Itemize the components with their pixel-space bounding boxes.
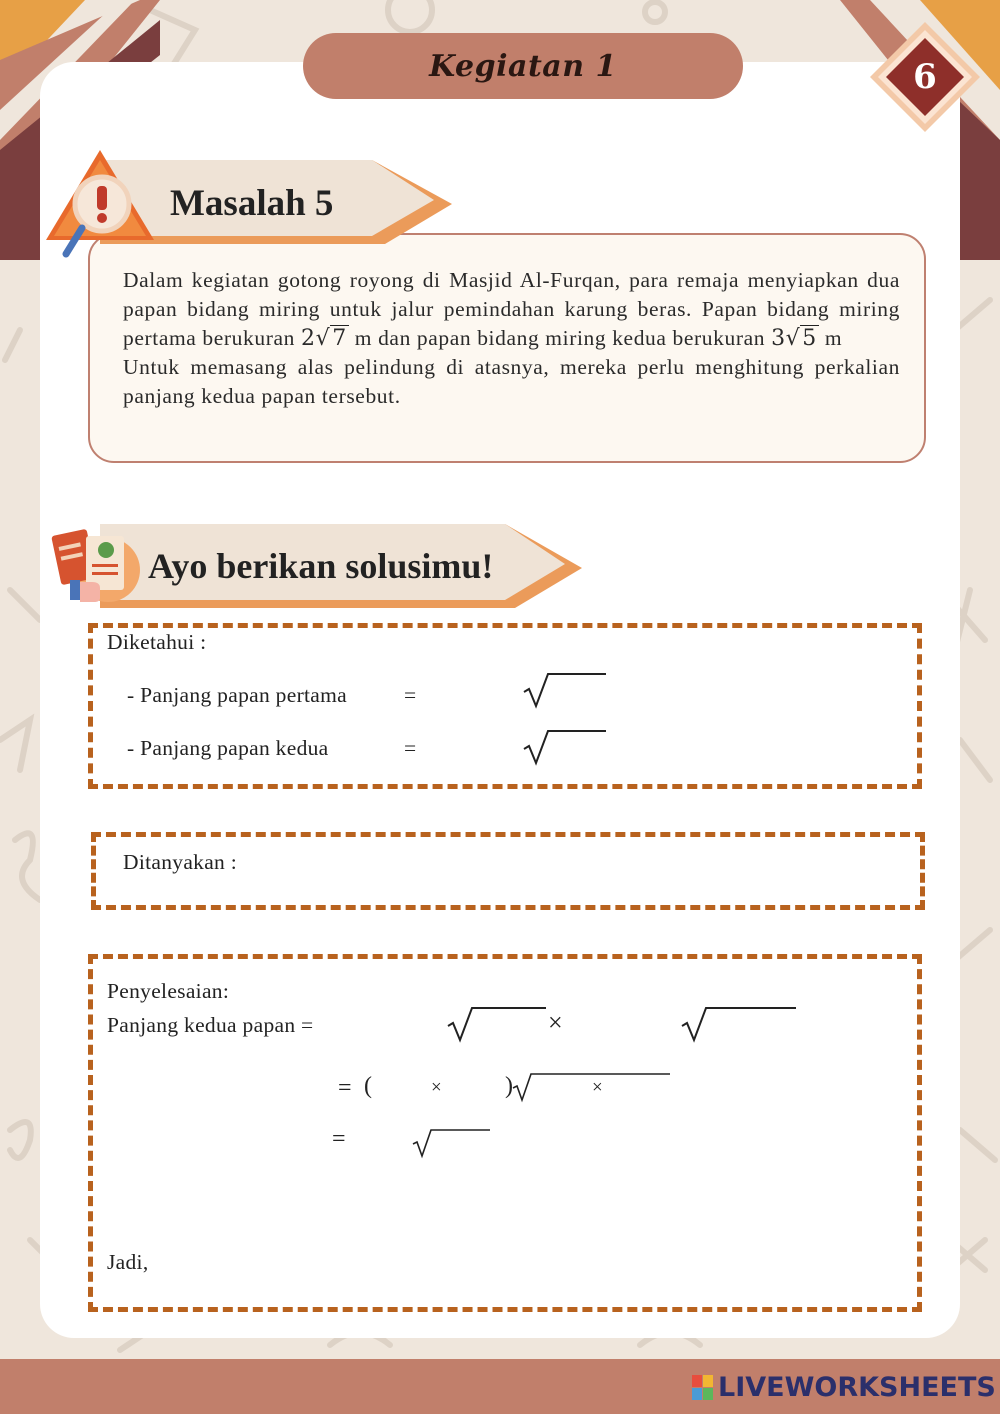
- answer-eq-2: =: [338, 1075, 352, 1101]
- known-equals-2: =: [404, 736, 417, 760]
- page-number: 6: [913, 57, 937, 97]
- answer-open-paren: (: [364, 1073, 373, 1099]
- activity-title: Kegiatan 1: [429, 48, 617, 84]
- solution-heading: Ayo berikan solusimu!: [148, 546, 494, 586]
- second-board-answer-radical[interactable]: [522, 727, 612, 767]
- liveworksheets-logo-icon: [692, 1375, 714, 1401]
- problem-heading: Masalah 5: [170, 183, 334, 224]
- problem-text-d: Untuk memasang alas pelindung di atasnya, mereka perlu menghitung perkalian panjang kedua papan tersebut.: [123, 355, 900, 408]
- answer-conclusion: Jadi,: [107, 1250, 149, 1274]
- known-item-first-board: - Panjang papan pertama: [127, 683, 348, 707]
- problem-text-c: m: [824, 326, 843, 350]
- liveworksheets-wordmark: LIVEWORKSHEETS: [718, 1372, 996, 1403]
- activity-header: [303, 33, 743, 99]
- first-board-answer-radical[interactable]: [522, 670, 612, 710]
- answer-times-2: ×: [431, 1077, 443, 1098]
- answer-line1-label: Panjang kedua papan =: [107, 1013, 314, 1037]
- answer-radical-1[interactable]: [446, 1004, 550, 1044]
- problem-text-a: Dalam kegiatan gotong royong di Masjid Al-Furqan, para remaja menyiapkan dua papan bidang miring untuk jalur pemindahan karung beras. Papan bidang miring pertama berukuran: [123, 268, 900, 350]
- answer-close-paren: ): [505, 1073, 514, 1099]
- problem-statement: [123, 266, 900, 411]
- known-equals-1: =: [404, 683, 417, 707]
- liveworksheets-logo: [692, 1372, 996, 1403]
- asked-label: Ditanyakan :: [123, 850, 238, 874]
- board2-size: 3√5: [771, 326, 817, 351]
- problem-text-b: m dan papan bidang miring kedua berukuran: [354, 326, 766, 350]
- answer-times-1: ×: [548, 1008, 563, 1037]
- answer-radical-4[interactable]: [412, 1126, 494, 1160]
- known-item-second-board: - Panjang papan kedua: [127, 736, 329, 760]
- answer-eq-3: =: [332, 1126, 346, 1152]
- board1-size: 2√7: [300, 326, 347, 351]
- answer-times-3: ×: [592, 1077, 604, 1098]
- warning-magnifier-icon: [42, 146, 162, 266]
- known-label: Diketahui :: [107, 630, 207, 654]
- answer-radical-2[interactable]: [680, 1004, 800, 1044]
- worksheet-thumbs-up-icon: [50, 522, 145, 612]
- answer-label: Penyelesaian:: [107, 979, 230, 1003]
